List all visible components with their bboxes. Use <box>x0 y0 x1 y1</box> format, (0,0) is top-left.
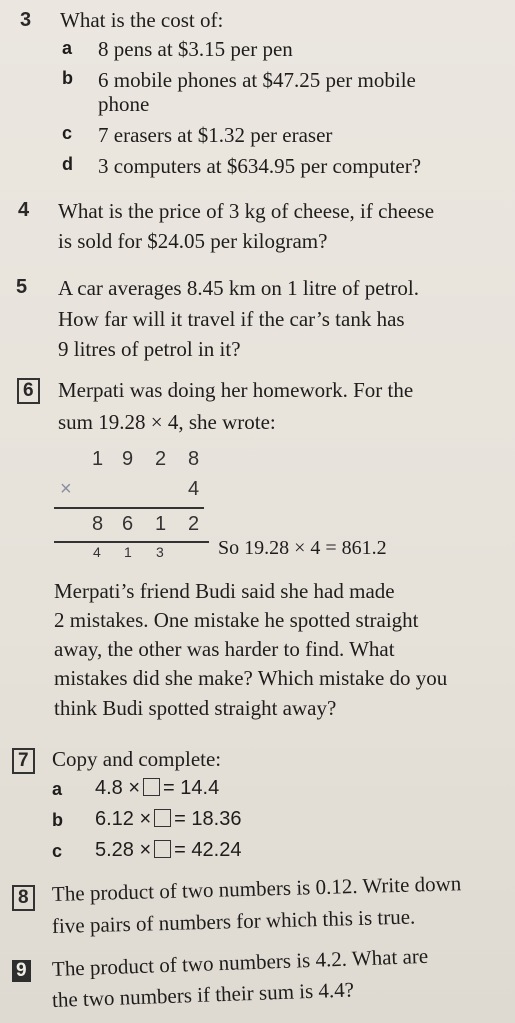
item-letter: b <box>62 68 73 88</box>
question-text: sum 19.28 × 4, she wrote: <box>58 410 276 434</box>
question-number: 6 <box>17 378 40 404</box>
answer-box <box>143 778 160 796</box>
question-number: 4 <box>18 199 30 221</box>
question-text: 9 litres of petrol in it? <box>58 337 241 361</box>
question-number: 8 <box>12 885 35 911</box>
item-letter: a <box>62 38 73 58</box>
carry-digit: 3 <box>156 544 164 560</box>
question-text: What is the price of 3 kg of cheese, if cheese <box>58 199 435 223</box>
question-text: Merpati’s friend Budi said she had made <box>54 579 395 603</box>
calc-digit: 4 <box>188 478 200 500</box>
question-text: is sold for $24.05 per kilogram? <box>58 229 328 253</box>
item-text: 3 computers at $634.95 per computer? <box>98 154 422 178</box>
item-text: 7 erasers at $1.32 per eraser <box>98 123 333 147</box>
question-text: think Budi spotted straight away? <box>54 696 337 720</box>
question-text: the two numbers if their sum is 4.4? <box>51 977 355 1012</box>
question-number: 3 <box>20 9 32 31</box>
item-letter: c <box>62 123 73 143</box>
conclusion: So 19.28 × 4 = 861.2 <box>218 537 387 559</box>
question-number: 9 <box>12 960 31 982</box>
question-number: 5 <box>16 276 28 298</box>
equation-left: 4.8 × <box>95 777 141 799</box>
item-letter: c <box>52 841 63 861</box>
calc-digit: 9 <box>122 448 134 470</box>
item-letter: a <box>52 779 63 799</box>
item-text-continued: phone <box>98 92 150 116</box>
equation-right: = 18.36 <box>174 808 242 830</box>
answer-box <box>154 809 171 827</box>
equation-left: 5.28 × <box>95 839 152 861</box>
question-text: The product of two numbers is 0.12. Write down <box>51 871 462 906</box>
item-letter: b <box>52 810 63 830</box>
calc-rule <box>54 541 209 543</box>
question-number: 7 <box>12 748 35 774</box>
question-text: Merpati was doing her homework. For the <box>58 378 414 402</box>
calc-digit: 1 <box>92 448 104 470</box>
times-sign: × <box>60 478 72 500</box>
carry-digit: 4 <box>93 544 101 560</box>
equation <box>95 805 241 833</box>
answer-box <box>154 840 171 858</box>
calc-digit: 2 <box>155 448 167 470</box>
equation-left: 6.12 × <box>95 808 152 830</box>
question-text: five pairs of numbers for which this is true. <box>51 904 416 938</box>
calc-digit: 8 <box>188 448 200 470</box>
calc-digit: 2 <box>188 513 200 535</box>
equation <box>95 774 219 802</box>
question-text: mistakes did she make? Which mistake do you <box>54 666 448 690</box>
equation-right: = 42.24 <box>174 839 242 861</box>
calc-rule <box>54 507 204 509</box>
question-prompt: Copy and complete: <box>52 747 222 771</box>
equation <box>95 836 241 864</box>
equation-right: = 14.4 <box>163 777 220 799</box>
calc-digit: 6 <box>122 513 134 535</box>
question-text: 2 mistakes. One mistake he spotted straight <box>54 608 419 632</box>
question-text: How far will it travel if the car’s tank has <box>58 307 405 331</box>
item-letter: d <box>62 154 73 174</box>
question-text: away, the other was harder to find. What <box>54 637 395 661</box>
item-text: 8 pens at $3.15 per pen <box>98 37 293 61</box>
calc-digit: 1 <box>155 513 167 535</box>
item-text: 6 mobile phones at $47.25 per mobile <box>98 68 416 92</box>
question-text: A car averages 8.45 km on 1 litre of petrol. <box>58 276 419 300</box>
question-text: The product of two numbers is 4.2. What are <box>51 943 429 981</box>
calc-digit: 8 <box>92 513 104 535</box>
question-prompt: What is the cost of: <box>60 8 224 32</box>
carry-digit: 1 <box>124 544 132 560</box>
